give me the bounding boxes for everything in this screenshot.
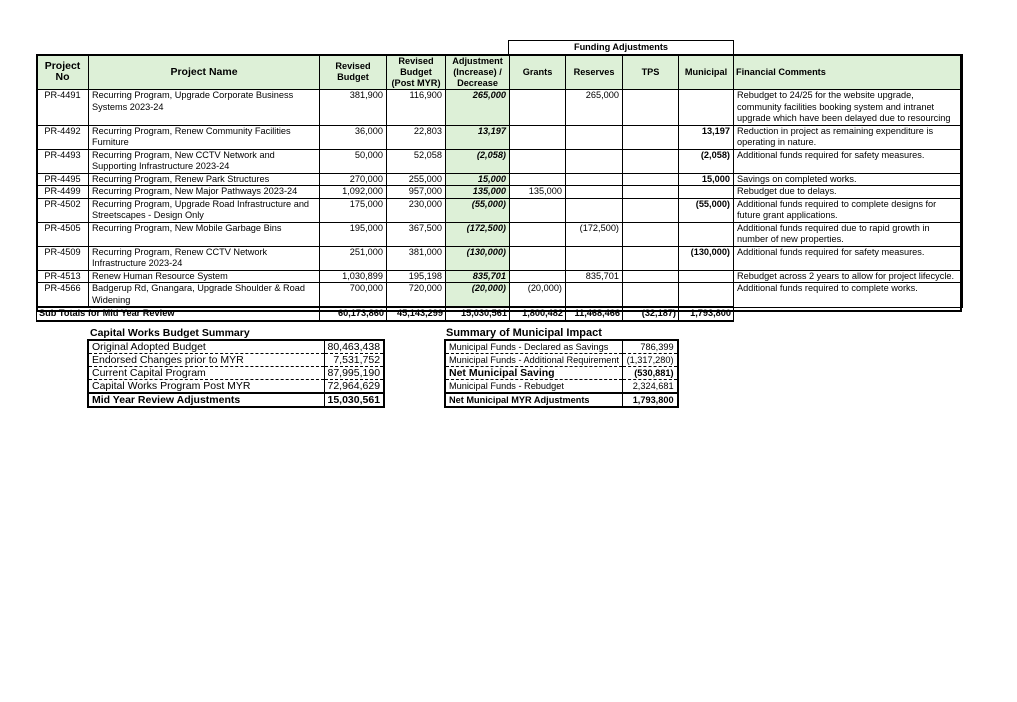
subtotal-row xyxy=(37,307,963,321)
reserves-cell xyxy=(566,173,623,186)
project-no-cell: PR-4493 xyxy=(37,149,89,173)
revised-budget-cell: 50,000 xyxy=(320,149,387,173)
summary-row xyxy=(445,393,678,407)
adjustment-cell: 135,000 xyxy=(446,186,510,199)
grants-cell xyxy=(510,222,566,246)
grants-cell xyxy=(510,90,566,126)
reserves-cell xyxy=(566,246,623,270)
summary-row xyxy=(88,393,384,407)
col-revised-budget: Revised Budget xyxy=(320,55,387,90)
financial-comment-cell: Additional funds required to complete designs for future grant applications. xyxy=(734,198,963,222)
municipal-cell xyxy=(679,222,734,246)
summary-label: Municipal Funds - Additional Requirement xyxy=(445,354,623,367)
municipal-summary-table xyxy=(444,339,679,408)
project-no-cell: PR-4499 xyxy=(37,186,89,199)
adjustment-cell: (55,000) xyxy=(446,198,510,222)
summary-label: Endorsed Changes prior to MYR xyxy=(88,354,324,367)
project-no-cell: PR-4505 xyxy=(37,222,89,246)
subtotal-adjustment: 15,030,561 xyxy=(446,307,510,321)
col-reserves: Reserves xyxy=(566,55,623,90)
subtotal-blank xyxy=(734,307,963,321)
municipal-cell xyxy=(679,186,734,199)
tps-cell xyxy=(623,246,679,270)
summary-value: 15,030,561 xyxy=(324,393,384,407)
revised-post-myr-cell: 255,000 xyxy=(387,173,446,186)
adjustment-cell: 15,000 xyxy=(446,173,510,186)
revised-budget-cell: 36,000 xyxy=(320,125,387,149)
project-name-cell: Recurring Program, Renew Park Structures xyxy=(89,173,320,186)
subtotal-municipal: 1,793,800 xyxy=(679,307,734,321)
project-no-cell: PR-4513 xyxy=(37,270,89,283)
tps-cell xyxy=(623,283,679,308)
reserves-cell: 265,000 xyxy=(566,90,623,126)
project-no-cell: PR-4566 xyxy=(37,283,89,308)
table-row xyxy=(37,186,963,199)
financial-comment-cell: Rebudget to 24/25 for the website upgrade, community facilities booking system and intranet upgrade which have been delayed due to resourcing xyxy=(734,90,963,126)
reserves-cell: 835,701 xyxy=(566,270,623,283)
revised-post-myr-cell: 367,500 xyxy=(387,222,446,246)
summary-label: Net Municipal Saving xyxy=(445,367,623,380)
subtotal-reserves: 11,468,466 xyxy=(566,307,623,321)
tps-cell xyxy=(623,198,679,222)
project-name-cell: Recurring Program, New Mobile Garbage Bins xyxy=(89,222,320,246)
municipal-summary-title: Summary of Municipal Impact xyxy=(446,327,602,339)
summary-value: 2,324,681 xyxy=(623,380,678,394)
tps-cell xyxy=(623,125,679,149)
table-row xyxy=(37,222,963,246)
grants-cell xyxy=(510,198,566,222)
financial-comment-cell: Rebudget due to delays. xyxy=(734,186,963,199)
col-tps: TPS xyxy=(623,55,679,90)
financial-comment-cell: Additional funds required due to rapid growth in number of new properties. xyxy=(734,222,963,246)
table-row xyxy=(37,90,963,126)
summary-row xyxy=(445,380,678,394)
summary-value: (530,881) xyxy=(623,367,678,380)
summary-row xyxy=(445,354,678,367)
summary-label: Mid Year Review Adjustments xyxy=(88,393,324,407)
revised-budget-cell: 270,000 xyxy=(320,173,387,186)
reserves-cell xyxy=(566,283,623,308)
grants-cell: (20,000) xyxy=(510,283,566,308)
subtotal-budget: 60,173,860 xyxy=(320,307,387,321)
municipal-cell: (55,000) xyxy=(679,198,734,222)
revised-post-myr-cell: 195,198 xyxy=(387,270,446,283)
capital-summary-table xyxy=(87,339,385,408)
revised-post-myr-cell: 957,000 xyxy=(387,186,446,199)
financial-comment-cell: Rebudget across 2 years to allow for project lifecycle. xyxy=(734,270,963,283)
summary-label: Current Capital Program xyxy=(88,367,324,380)
reserves-cell xyxy=(566,186,623,199)
project-name-cell: Recurring Program, Upgrade Corporate Business Systems 2023-24 xyxy=(89,90,320,126)
summary-row xyxy=(445,340,678,354)
revised-budget-cell: 251,000 xyxy=(320,246,387,270)
revised-post-myr-cell: 22,803 xyxy=(387,125,446,149)
project-name-cell: Recurring Program, New Major Pathways 2023-24 xyxy=(89,186,320,199)
revised-budget-cell: 175,000 xyxy=(320,198,387,222)
reserves-cell xyxy=(566,149,623,173)
grants-cell xyxy=(510,125,566,149)
table-row xyxy=(37,246,963,270)
municipal-cell xyxy=(679,90,734,126)
revised-budget-cell: 195,000 xyxy=(320,222,387,246)
summary-row xyxy=(88,367,384,380)
municipal-cell: (2,058) xyxy=(679,149,734,173)
summary-value: 80,463,438 xyxy=(324,340,384,354)
revised-budget-cell: 1,092,000 xyxy=(320,186,387,199)
col-municipal: Municipal xyxy=(679,55,734,90)
grants-cell: 135,000 xyxy=(510,186,566,199)
col-financial-comments: Financial Comments xyxy=(734,55,963,90)
project-name-cell: Recurring Program, Upgrade Road Infrastructure and Streetscapes - Design Only xyxy=(89,198,320,222)
summary-value: (1,317,280) xyxy=(623,354,678,367)
revised-post-myr-cell: 116,900 xyxy=(387,90,446,126)
reserves-cell xyxy=(566,125,623,149)
table-row xyxy=(37,283,963,308)
summary-label: Capital Works Program Post MYR xyxy=(88,380,324,394)
subtotal-post: 45,143,299 xyxy=(387,307,446,321)
grants-cell xyxy=(510,173,566,186)
revised-budget-cell: 700,000 xyxy=(320,283,387,308)
grants-cell xyxy=(510,246,566,270)
summary-label: Municipal Funds - Rebudget xyxy=(445,380,623,394)
summary-row xyxy=(88,354,384,367)
table-row xyxy=(37,173,963,186)
col-project-no: Project No xyxy=(37,55,89,90)
financial-comment-cell: Savings on completed works. xyxy=(734,173,963,186)
adjustment-cell: 13,197 xyxy=(446,125,510,149)
municipal-cell xyxy=(679,283,734,308)
reserves-cell: (172,500) xyxy=(566,222,623,246)
col-revised-post-myr: Revised Budget (Post MYR) xyxy=(387,55,446,90)
financial-comment-cell: Additional funds required for safety measures. xyxy=(734,149,963,173)
tps-cell xyxy=(623,222,679,246)
project-no-cell: PR-4502 xyxy=(37,198,89,222)
project-no-cell: PR-4509 xyxy=(37,246,89,270)
adjustment-cell: (172,500) xyxy=(446,222,510,246)
revised-post-myr-cell: 52,058 xyxy=(387,149,446,173)
grants-cell xyxy=(510,149,566,173)
revised-budget-cell: 381,900 xyxy=(320,90,387,126)
adjustment-cell: (130,000) xyxy=(446,246,510,270)
subtotal-label: Sub Totals for Mid Year Review xyxy=(37,307,320,321)
subtotal-tps: (32,187) xyxy=(623,307,679,321)
adjustment-cell: 835,701 xyxy=(446,270,510,283)
projects-table xyxy=(36,54,963,322)
summary-value: 786,399 xyxy=(623,340,678,354)
project-no-cell: PR-4491 xyxy=(37,90,89,126)
funding-adjustments-header: Funding Adjustments xyxy=(508,40,734,54)
tps-cell xyxy=(623,270,679,283)
tps-cell xyxy=(623,149,679,173)
project-no-cell: PR-4492 xyxy=(37,125,89,149)
tps-cell xyxy=(623,186,679,199)
project-name-cell: Badgerup Rd, Gnangara, Upgrade Shoulder & Road Widening xyxy=(89,283,320,308)
adjustment-cell: (20,000) xyxy=(446,283,510,308)
summary-row xyxy=(88,380,384,394)
summary-row xyxy=(88,340,384,354)
financial-comment-cell: Additional funds required to complete works. xyxy=(734,283,963,308)
col-grants: Grants xyxy=(510,55,566,90)
reserves-cell xyxy=(566,198,623,222)
revised-budget-cell: 1,030,899 xyxy=(320,270,387,283)
table-row xyxy=(37,125,963,149)
municipal-cell: 15,000 xyxy=(679,173,734,186)
municipal-cell: (130,000) xyxy=(679,246,734,270)
summary-label: Net Municipal MYR Adjustments xyxy=(445,393,623,407)
col-adjustment: Adjustment (Increase) / Decrease xyxy=(446,55,510,90)
capital-summary-title: Capital Works Budget Summary xyxy=(90,327,250,339)
project-no-cell: PR-4495 xyxy=(37,173,89,186)
revised-post-myr-cell: 720,000 xyxy=(387,283,446,308)
adjustment-cell: (2,058) xyxy=(446,149,510,173)
financial-comment-cell: Additional funds required for safety measures. xyxy=(734,246,963,270)
subtotal-grants: 1,800,482 xyxy=(510,307,566,321)
summary-value: 87,995,190 xyxy=(324,367,384,380)
revised-post-myr-cell: 230,000 xyxy=(387,198,446,222)
table-row xyxy=(37,198,963,222)
summary-row xyxy=(445,367,678,380)
summary-value: 7,531,752 xyxy=(324,354,384,367)
municipal-cell xyxy=(679,270,734,283)
municipal-cell: 13,197 xyxy=(679,125,734,149)
grants-cell xyxy=(510,270,566,283)
financial-comment-cell: Reduction in project as remaining expenditure is operating in nature. xyxy=(734,125,963,149)
summary-value: 72,964,629 xyxy=(324,380,384,394)
project-name-cell: Recurring Program, New CCTV Network and Supporting Infrastructure 2023-24 xyxy=(89,149,320,173)
project-name-cell: Recurring Program, Renew CCTV Network Infrastructure 2023-24 xyxy=(89,246,320,270)
project-name-cell: Recurring Program, Renew Community Facilities Furniture xyxy=(89,125,320,149)
revised-post-myr-cell: 381,000 xyxy=(387,246,446,270)
adjustment-cell: 265,000 xyxy=(446,90,510,126)
tps-cell xyxy=(623,173,679,186)
summary-label: Municipal Funds - Declared as Savings xyxy=(445,340,623,354)
summary-value: 1,793,800 xyxy=(623,393,678,407)
project-name-cell: Renew Human Resource System xyxy=(89,270,320,283)
tps-cell xyxy=(623,90,679,126)
table-row xyxy=(37,270,963,283)
summary-label: Original Adopted Budget xyxy=(88,340,324,354)
table-row xyxy=(37,149,963,173)
col-project-name: Project Name xyxy=(89,55,320,90)
